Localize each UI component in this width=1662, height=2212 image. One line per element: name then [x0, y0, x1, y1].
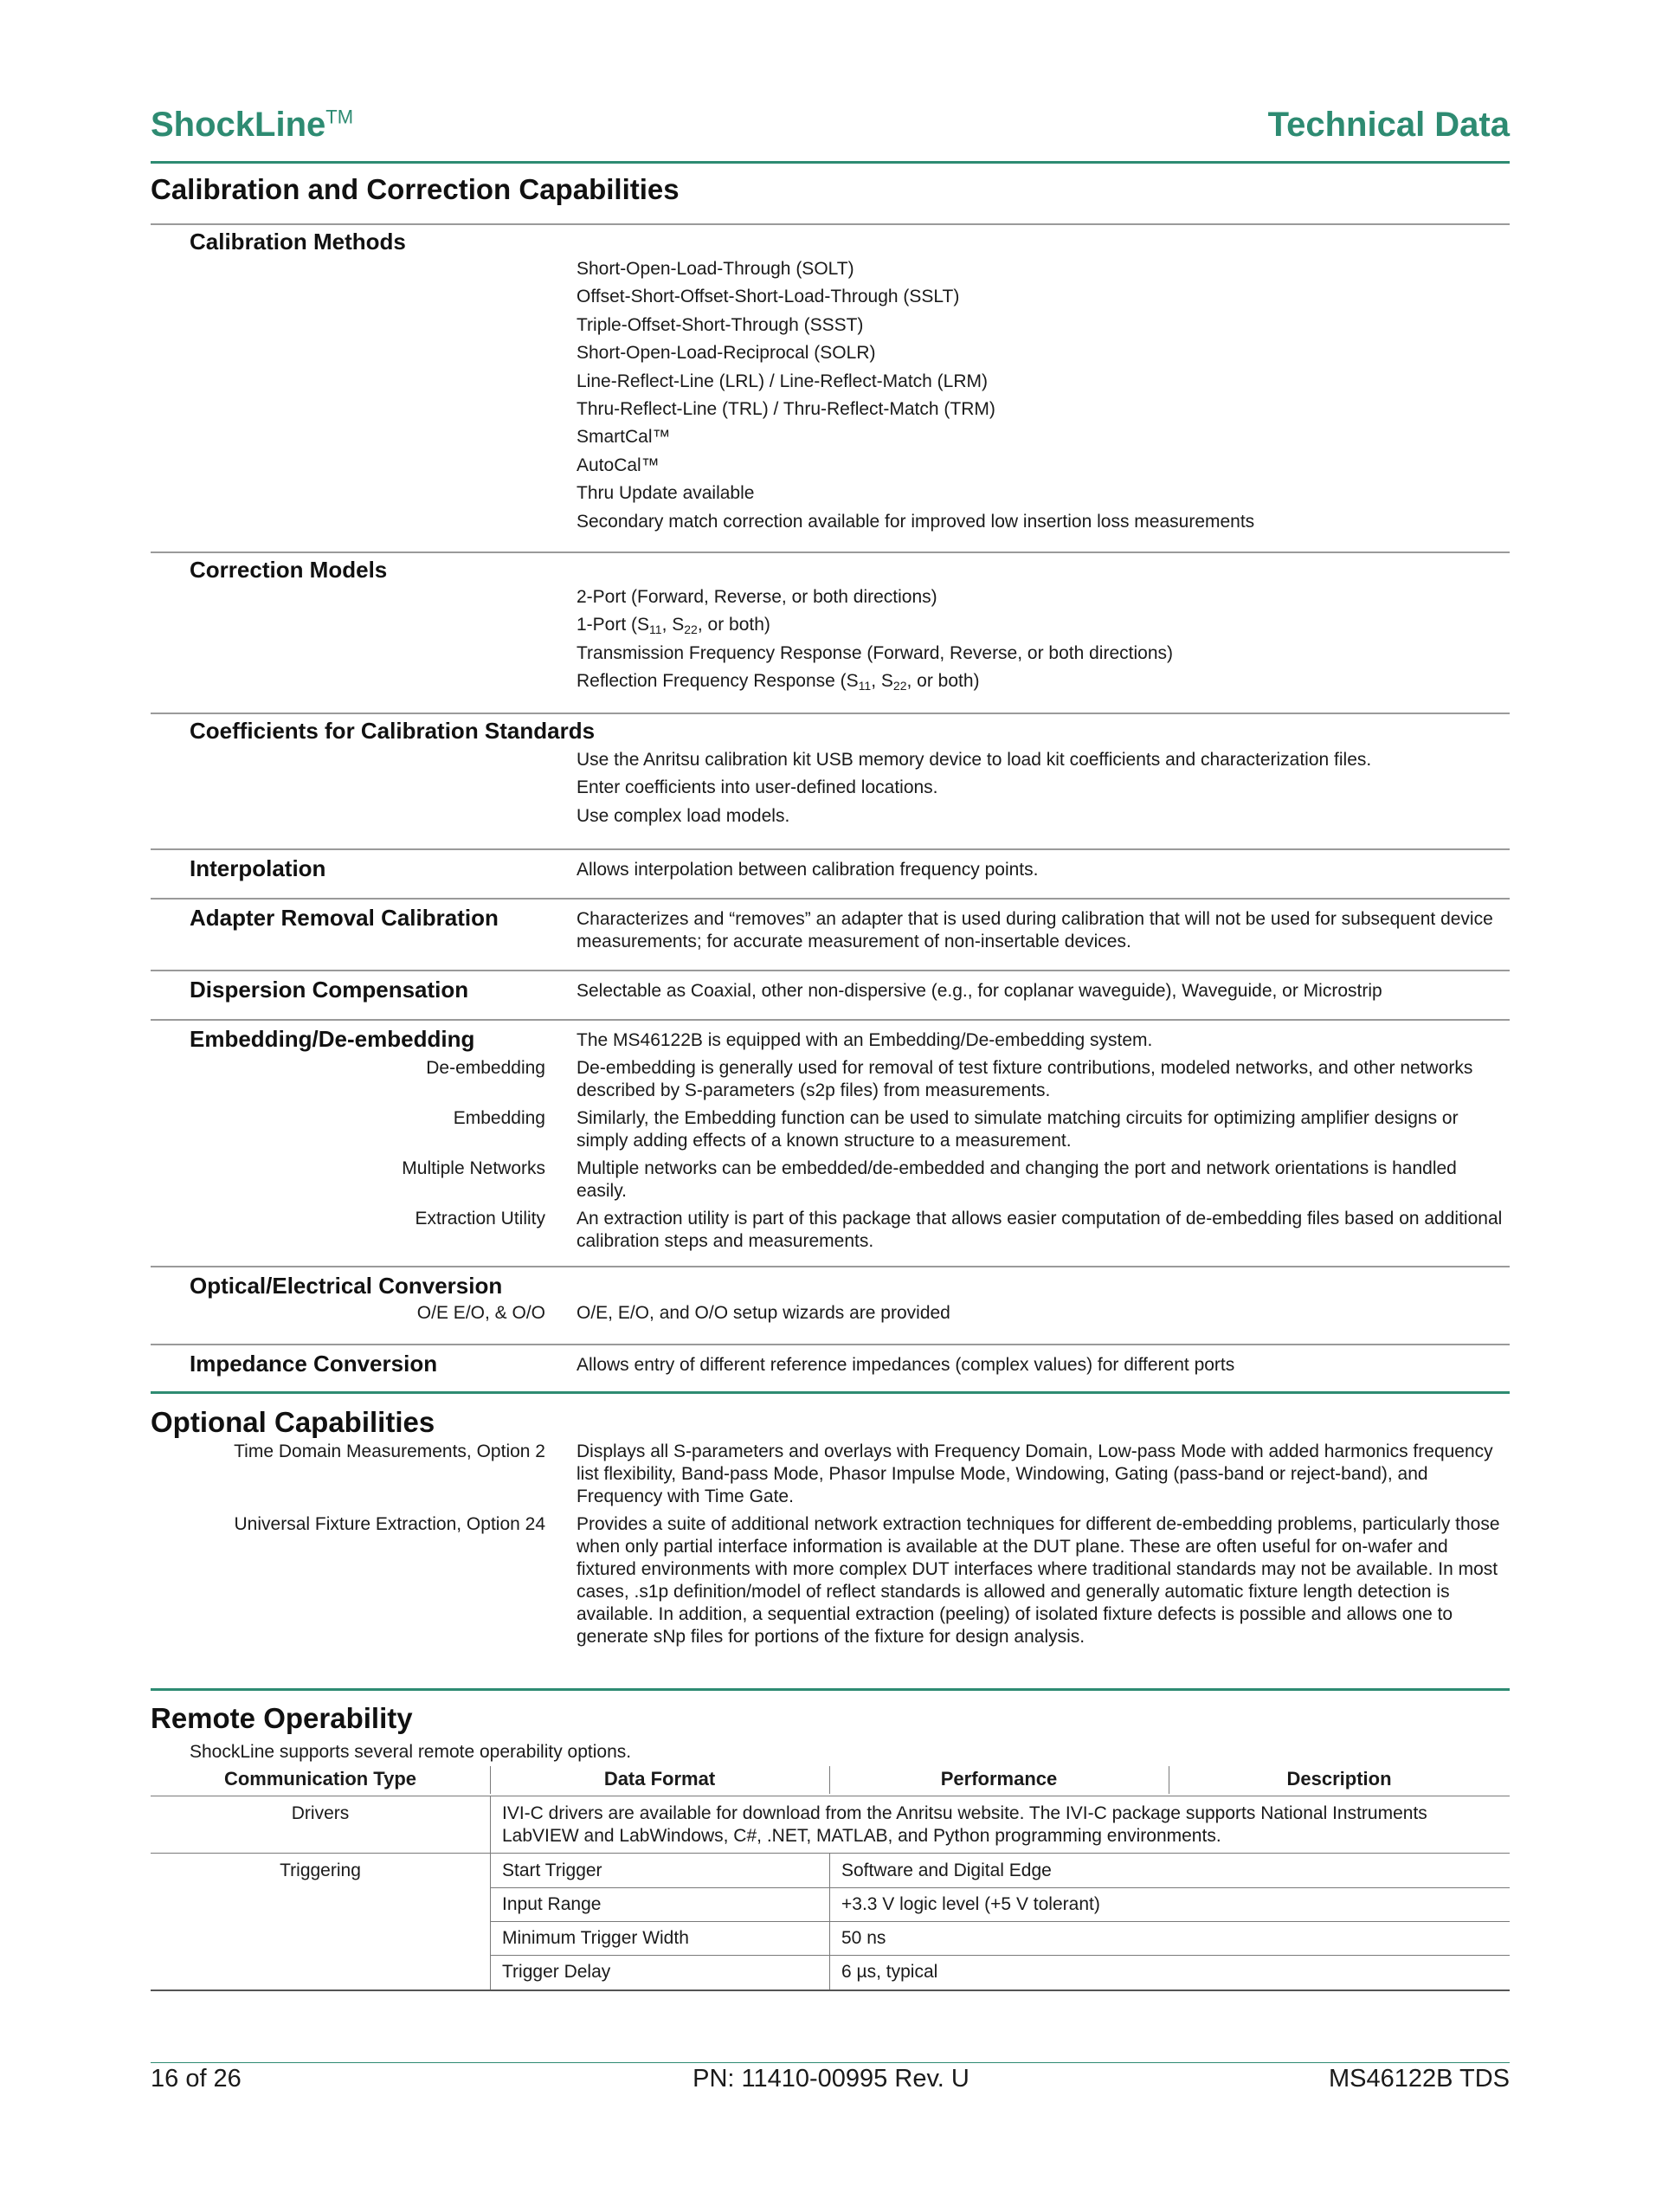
divider — [151, 1344, 1510, 1345]
list-item: AutoCal™ — [577, 455, 660, 475]
trigger-value: 6 µs, typical — [841, 1962, 938, 1982]
coefficients-label: Coefficients for Calibration Standards — [190, 718, 596, 744]
column-header: Data Format — [603, 1768, 716, 1790]
grid-line — [829, 1853, 830, 1991]
interpolation-value: Allows interpolation between calibration frequency points. — [577, 860, 1039, 880]
trigger-param: Start Trigger — [502, 1861, 602, 1880]
fixture-extraction-label: Universal Fixture Extraction, Option 24 — [234, 1514, 545, 1534]
coefficients-list — [577, 749, 1511, 833]
dispersion-label: Dispersion Compensation — [190, 977, 469, 1003]
embedding-sub-value: Similarly, the Embedding function can be used to simulate matching circuits for optimizing amplifier designs or simply adding effects of a known structure to a measurement. — [577, 1108, 1459, 1151]
divider — [151, 551, 1510, 553]
list-item: Enter coefficients into user-defined locations. — [577, 777, 938, 798]
remote-heading: Remote Operability — [151, 1702, 413, 1734]
multiple-networks-value: Multiple networks can be embedded/de-embedded and changing the port and network orientations is handled easily. — [577, 1158, 1457, 1201]
column-header: Performance — [940, 1768, 1058, 1790]
list-item: Thru Update available — [577, 483, 755, 504]
embedding-intro: The MS46122B is equipped with an Embedding/De-embedding system. — [577, 1030, 1153, 1050]
page-header — [151, 102, 1510, 164]
document-id: MS46122B TDS — [1328, 2065, 1510, 2093]
grid-line — [490, 1796, 491, 1991]
page-number: 16 of 26 — [151, 2065, 242, 2093]
list-item: Reflection Frequency Response ($S_{11}$, $S_{22}$, or both) — [577, 671, 980, 693]
adapter-removal-label: Adapter Removal Calibration — [190, 905, 499, 931]
impedance-label: Impedance Conversion — [190, 1351, 438, 1377]
list-item: Transmission Frequency Response (Forward, Reverse, or both directions) — [577, 642, 1173, 663]
fixture-extraction-value: Provides a suite of additional network extraction techniques for different de-embedding problems, particularly those when only partial interface information is available at the DUT plane. These are often useful for on-wafer and fixtured environments with more complex DUT interfaces where traditional standards may not be available. In most cases, .s1p definition/model of reflect standards is allowed and generally automatic fixture length detection is available. In addition, a sequential extraction (peeling) of isolated fixture defects is possible and allows one to generate sNp files for portions of the fixture for design analysis. — [577, 1514, 1500, 1647]
divider — [151, 713, 1510, 714]
deembedding-value: De-embedding is generally used for removal of test fixture contributions, modeled networks, and other networks described by S-parameters (s2p files) from measurements. — [577, 1058, 1473, 1100]
list-item: Line-Reflect-Line (LRL) / Line-Reflect-Match (LRM) — [577, 371, 988, 391]
time-domain-value: Displays all S-parameters and overlays with Frequency Domain, Low-pass Mode with added harmonics frequency list flexibility, Band-pass Mode, Phasor Impulse Mode, Windowing, Gating (pass-band or reject-band), and Frequency with Time Gate. — [577, 1441, 1493, 1506]
triggering-label: Triggering — [280, 1861, 361, 1880]
drivers-value: IVI-C drivers are available for download from the Anritsu website. The IVI-C package supports National Instruments LabVIEW and LabWindows, C#, .NET, MATLAB, and Python programming environments. — [502, 1803, 1427, 1846]
dispersion-value: Selectable as Coaxial, other non-dispersive (e.g., for coplanar waveguide), Waveguide, or Microstrip — [577, 981, 1382, 1001]
section-divider — [151, 1688, 1510, 1691]
calibration-methods-label: Calibration Methods — [190, 229, 406, 255]
list-item: Short-Open-Load-Reciprocal (SOLR) — [577, 343, 876, 364]
correction-models-list — [577, 586, 1511, 699]
calibration-heading: Calibration and Correction Capabilities — [151, 173, 680, 205]
document-type: Technical Data — [1267, 106, 1510, 144]
embedding-sub-label: Embedding — [453, 1108, 545, 1128]
interpolation-label: Interpolation — [190, 855, 326, 881]
list-item: Use complex load models. — [577, 805, 790, 826]
list-item: Use the Anritsu calibration kit USB memory device to load kit coefficients and characterization files. — [577, 750, 1372, 770]
embedding-label: Embedding/De-embedding — [190, 1026, 475, 1052]
part-number: PN: 11410-00995 Rev. U — [692, 2065, 970, 2093]
time-domain-label: Time Domain Measurements, Option 2 — [234, 1441, 545, 1461]
drivers-label: Drivers — [291, 1803, 350, 1823]
list-item: 1-Port ($S_{11}$, $S_{22}$, or both) — [577, 615, 770, 637]
grid-line — [490, 1887, 1510, 1888]
optical-value: O/E, E/O, and O/O setup wizards are provided — [577, 1303, 950, 1323]
footer-divider — [151, 2062, 1510, 2063]
correction-models-label: Correction Models — [190, 557, 388, 583]
optical-label: Optical/Electrical Conversion — [190, 1273, 503, 1299]
optical-sub-label: O/E E/O, & O/O — [416, 1303, 545, 1323]
divider — [151, 1019, 1510, 1021]
trigger-param: Input Range — [502, 1894, 602, 1914]
grid-line — [490, 1955, 1510, 1956]
remote-table — [151, 1763, 1510, 1991]
trigger-param: Trigger Delay — [502, 1962, 611, 1982]
extraction-utility-value: An extraction utility is part of this package that allows easier computation of de-embedding files based on additional calibration steps and measurements. — [577, 1209, 1503, 1251]
impedance-value: Allows entry of different reference impedances (complex values) for different ports — [577, 1355, 1235, 1375]
trademark-mark: TM — [325, 106, 354, 128]
grid-line — [490, 1766, 491, 1794]
list-item: 2-Port (Forward, Reverse, or both directions) — [577, 587, 937, 607]
column-header: Communication Type — [223, 1768, 417, 1790]
list-item: SmartCal™ — [577, 427, 671, 448]
divider — [151, 1266, 1510, 1267]
multiple-networks-label: Multiple Networks — [402, 1158, 545, 1178]
extraction-utility-label: Extraction Utility — [415, 1209, 545, 1229]
optional-heading: Optional Capabilities — [151, 1406, 435, 1438]
deembedding-label: De-embedding — [426, 1058, 545, 1078]
adapter-removal-value: Characterizes and “removes” an adapter that is used during calibration that will not be used for subsequent device measurements; for accurate measurement of non-insertable devices. — [577, 909, 1493, 951]
divider — [151, 970, 1510, 971]
list-item: Offset-Short-Offset-Short-Load-Through (SSLT) — [577, 287, 960, 307]
grid-line — [151, 1853, 1510, 1854]
trigger-param: Minimum Trigger Width — [502, 1928, 689, 1948]
grid-line — [829, 1766, 830, 1794]
trigger-value: +3.3 V logic level (+5 V tolerant) — [841, 1894, 1100, 1914]
grid-line — [490, 1921, 1510, 1922]
trigger-value: Software and Digital Edge — [841, 1861, 1052, 1880]
grid-line — [151, 1990, 1510, 1991]
section-divider — [151, 1391, 1510, 1394]
divider — [151, 223, 1510, 225]
column-header: Description — [1286, 1768, 1392, 1790]
list-item: Secondary match correction available for improved low insertion loss measurements — [577, 511, 1255, 532]
list-item: Triple-Offset-Short-Through (SSST) — [577, 314, 864, 335]
list-item: Short-Open-Load-Through (SOLT) — [577, 259, 854, 279]
divider — [151, 848, 1510, 850]
brand-title: ShockLine™ — [151, 106, 354, 144]
list-item: Thru-Reflect-Line (TRL) / Thru-Reflect-Match (TRM) — [577, 398, 995, 419]
remote-intro: ShockLine supports several remote operability options. — [190, 1742, 632, 1762]
calibration-methods-list — [577, 258, 1511, 538]
divider — [151, 898, 1510, 900]
trigger-value: 50 ns — [841, 1928, 886, 1948]
